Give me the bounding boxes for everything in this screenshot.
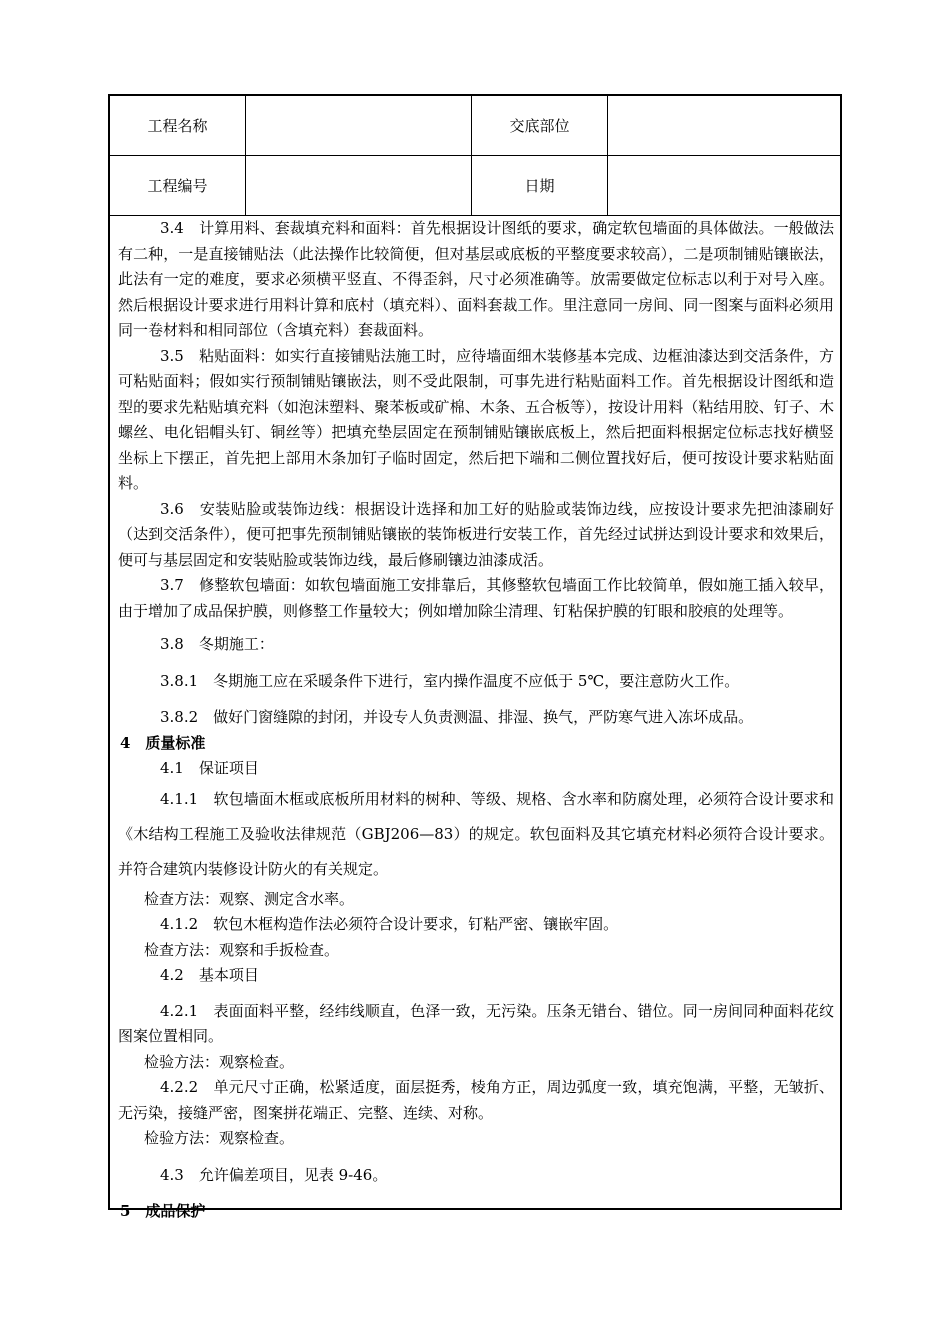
header-row-2 xyxy=(110,156,840,216)
para-3-8-2: 3.8.2 做好门窗缝隙的封闭，并设专人负责测温、排湿、换气，严防寒气进入冻坏成品。 xyxy=(160,708,754,726)
para-3-5: 3.5 粘贴面料：如实行直接铺贴法施工时，应待墙面细木装修基本完成、边框油漆达到交活条件，方可粘贴面料；假如实行预制铺贴镶嵌法，则不受此限制，可事先进行粘贴面料工作。首先根据设计图纸和造型的要求先粘贴填充料（如泡沫塑料、聚苯板或矿棉、木条、五合板等），按设计用料（粘结用胶、钉子、木螺丝、电化铝帽头钉、铜丝等）把填充垫层固定在预制铺贴镶嵌底板上，然后把面料根据定位标志找好横竖坐标上下摆正，首先把上部用木条加钉子临时固定，然后把下端和二侧位置找好后，便可按设计要求粘贴面料。 xyxy=(118,346,834,492)
project-no-label: 工程编号 xyxy=(110,156,246,215)
section-5-heading: 5 成品保护 xyxy=(120,1202,206,1220)
para-4-2-1: 4.2.1 表面面料平整，经纬线顺直，色泽一致，无污染。压条无错台、错位。同一房间同种面料花纹图案位置相同。 xyxy=(118,1001,834,1045)
method-4-2-1: 检验方法：观察检查。 xyxy=(144,1052,295,1071)
project-name-label: 工程名称 xyxy=(110,96,246,155)
para-4-2: 4.2 基本项目 xyxy=(160,966,259,984)
para-3-8-1: 3.8.1 冬期施工应在采暖条件下进行，室内操作温度不应低于 5℃，要注意防火工作。 xyxy=(160,671,740,690)
date-value xyxy=(608,156,840,215)
header-row-1 xyxy=(110,96,840,156)
project-no-value xyxy=(246,156,472,215)
para-4-1-1: 4.1.1 软包墙面木框或底板所用材料的树种、等级、规格、含水率和防腐处理，必须符合设计要求和《木结构工程施工及验收法律规范（GBJ206—83）的规定。软包面料及其它填充材料必须符合设计要求。并符合建筑内装修设计防火的有关规定。 xyxy=(118,789,834,878)
para-4-1: 4.1 保证项目 xyxy=(160,759,259,777)
para-3-8: 3.8 冬期施工： xyxy=(160,635,274,653)
para-3-4: 3.4 计算用料、套裁填充料和面料：首先根据设计图纸的要求，确定软包墙面的具体做法。一般做法有二种，一是直接铺贴法（此法操作比较简便，但对基层或底板的平整度要求较高），二是项制铺贴镶嵌法，此法有一定的难度，要求必须横平竖直、不得歪斜，尺寸必须准确等。放需要做定位标志以利于对号入座。然后根据设计要求进行用料计算和底村（填充料）、面料套裁工作。里注意同一房间、同一图案与面料必须用同一卷材料和相同部位（含填充料）套裁面料。 xyxy=(118,219,834,339)
para-4-2-2: 4.2.2 单元尺寸正确，松紧适度，面层挺秀，棱角方正，周边弧度一致，填充饱满，平整，无皱折、无污染，接缝严密，图案拼花端正、完整、连续、对称。 xyxy=(118,1078,834,1122)
section-4-heading: 4 质量标准 xyxy=(120,733,206,752)
project-name-value xyxy=(246,96,472,155)
location-label: 交底部位 xyxy=(472,96,608,155)
para-3-6: 3.6 安装贴脸或装饰边线：根据设计选择和加工好的贴脸或装饰边线，应按设计要求先把油漆刷好（达到交活条件），便可把事先预制铺贴镶嵌的装饰板进行安装工作，首先经过试拼达到设计要求和效果后，便可与基层固定和安装贴脸或装饰边线，最后修刷镶边油漆成活。 xyxy=(118,499,834,569)
date-label: 日期 xyxy=(472,156,608,215)
location-value xyxy=(608,96,840,155)
para-4-1-2: 4.1.2 软包木框构造作法必须符合设计要求，钉粘严密、镶嵌牢固。 xyxy=(160,915,619,933)
method-4-1-1: 检查方法：观察、测定含水率。 xyxy=(144,889,355,908)
method-4-1-2: 检查方法：观察和手扳检查。 xyxy=(144,940,340,959)
header-table xyxy=(110,96,840,216)
body-content xyxy=(118,216,834,1225)
document-frame xyxy=(108,94,842,1220)
para-4-3: 4.3 允许偏差项目，见表 9-46。 xyxy=(160,1165,388,1184)
method-4-2-2: 检验方法：观察检查。 xyxy=(144,1129,295,1147)
para-3-7: 3.7 修整软包墙面：如软包墙面施工安排靠后，其修整软包墙面工作比较简单，假如施工插入较早，由于增加了成品保护膜，则修整工作量较大；例如增加除尘清理、钉粘保护膜的钉眼和胶痕的处理等。 xyxy=(118,576,834,620)
